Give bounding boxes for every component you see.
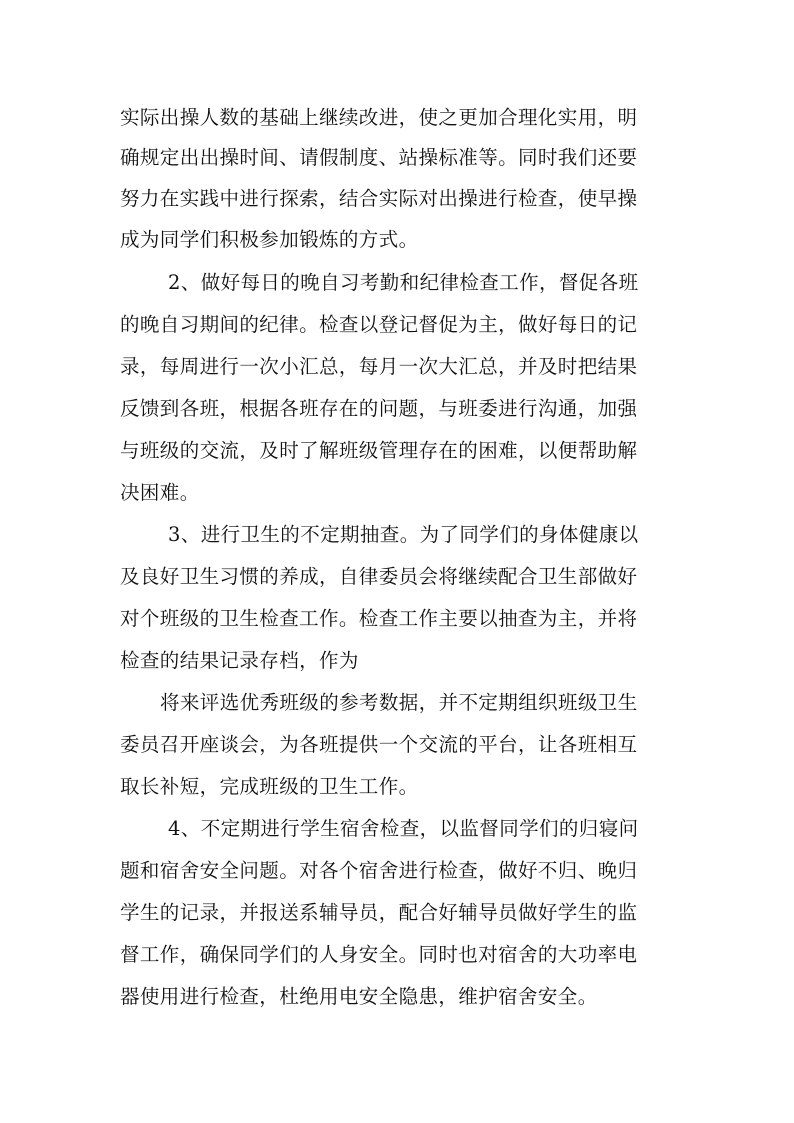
text-line: 成为同学们积极参加锻炼的方式。 (120, 228, 419, 251)
text-line: 决困难。 (120, 481, 200, 504)
text-line: 器使用进行检查，杜绝用电安全隐患，维护宿舍安全。 (120, 985, 598, 1008)
text-line: 检查的结果记录存档，作为 (120, 649, 359, 672)
text-line: 录，每周进行一次小汇总，每月一次大汇总，并及时把结果 (120, 355, 638, 378)
text-line: 学生的记录，并报送系辅导员，配合好辅导员做好学生的监 (120, 901, 638, 924)
text-line: 实际出操人数的基础上继续改进，使之更加合理化实用，明 (120, 106, 638, 129)
text-line: 的晚自习期间的纪律。检查以登记督促为主，做好每日的记 (120, 313, 638, 336)
text-line: 与班级的交流，及时了解班级管理存在的困难，以便帮助解 (120, 439, 638, 462)
text-line: 委员召开座谈会，为各班提供一个交流的平台，让各班相互 (120, 733, 638, 756)
text-line: 题和宿舍安全问题。对各个宿舍进行检查，做好不归、晚归 (120, 859, 638, 882)
text-line: 取长补短，完成班级的卫生工作。 (120, 775, 419, 798)
text-line: 反馈到各班，根据各班存在的问题，与班委进行沟通，加强 (120, 397, 638, 420)
text-line: 对个班级的卫生检查工作。检查工作主要以抽查为主，并将 (120, 607, 638, 630)
text-line: 努力在实践中进行探索，结合实际对出操进行检查，使早操 (120, 187, 638, 210)
text-line: 及良好卫生习惯的养成，自律委员会将继续配合卫生部做好 (120, 565, 638, 588)
paragraph-start-line: 将来评选优秀班级的参考数据，并不定期组织班级卫生 (160, 691, 638, 714)
paragraph-start-line: 2、做好每日的晚自习考勤和纪律检查工作，督促各班 (168, 271, 639, 294)
paragraph-start-line: 3、进行卫生的不定期抽查。为了同学们的身体健康以 (168, 523, 639, 546)
text-line: 督工作，确保同学们的人身安全。同时也对宿舍的大功率电 (120, 943, 638, 966)
paragraph-start-line: 4、不定期进行学生宿舍检查，以监督同学们的归寝问 (168, 817, 639, 840)
text-line: 确规定出出操时间、请假制度、站操标准等。同时我们还要 (120, 146, 638, 169)
